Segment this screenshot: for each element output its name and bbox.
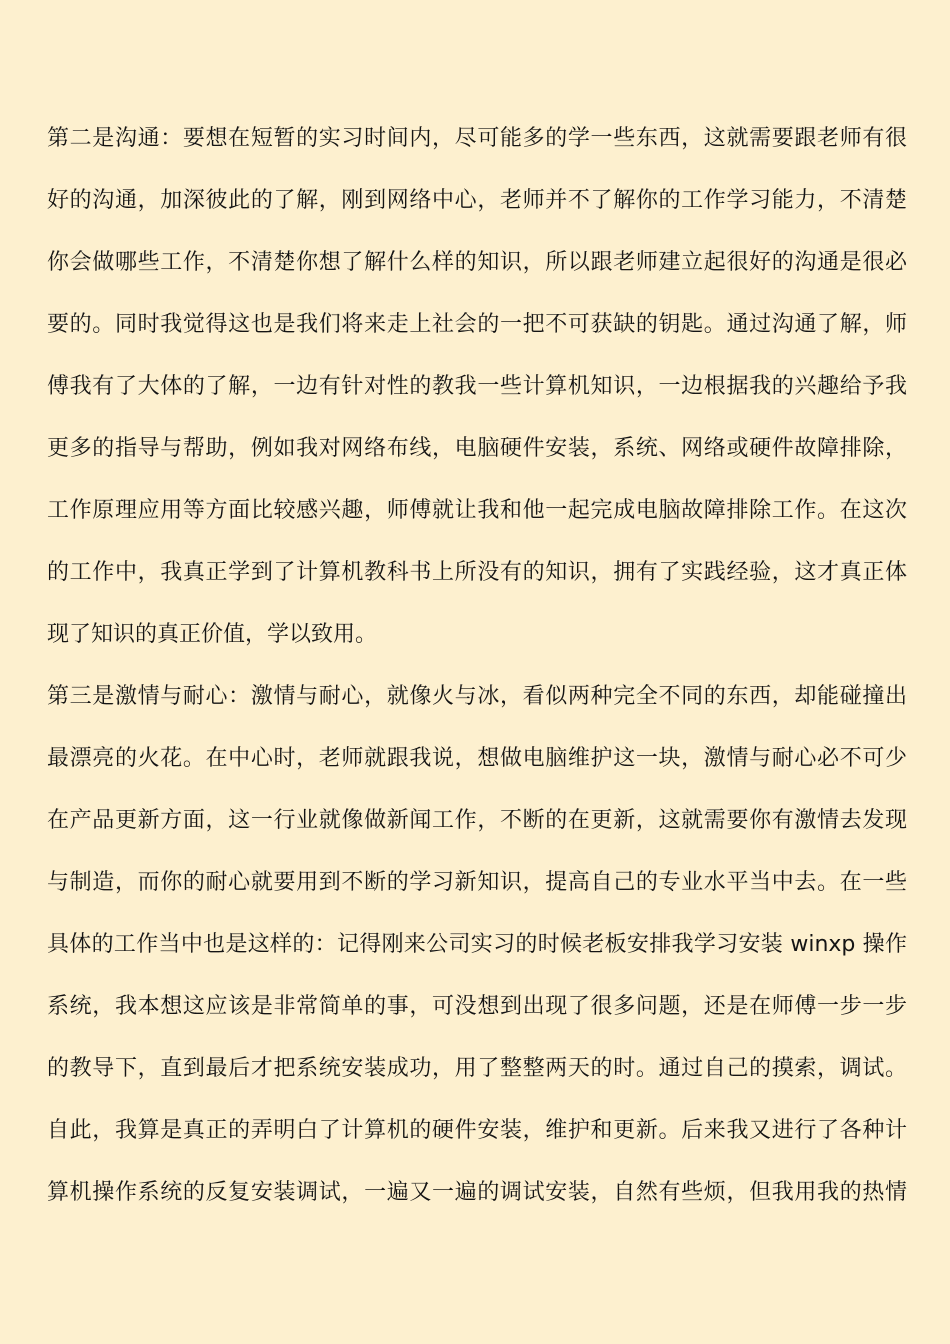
text-line	[47, 973, 907, 1035]
text-line-content: 现了知识的真正价值，学以致用。	[47, 621, 378, 647]
text-line	[47, 167, 907, 229]
text-line	[47, 229, 907, 291]
text-line-content: 具体的工作当中也是这样的：记得刚来公司实习的时候老板安排我学习安装 winxp 操作	[47, 931, 907, 957]
text-line-content: 傅我有了大体的了解，一边有针对性的教我一些计算机知识，一边根据我的兴趣给予我	[47, 373, 907, 399]
text-line	[47, 787, 907, 849]
text-line-content: 第二是沟通：要想在短暂的实习时间内，尽可能多的学一些东西，这就需要跟老师有很	[47, 125, 907, 151]
text-line-content: 自此，我算是真正的弄明白了计算机的硬件安装，维护和更新。后来我又进行了各种计	[47, 1117, 907, 1143]
text-line-content: 系统，我本想这应该是非常简单的事，可没想到出现了很多问题，还是在师傅一步一步	[47, 993, 907, 1019]
text-line-content: 最漂亮的火花。在中心时，老师就跟我说，想做电脑维护这一块，激情与耐心必不可少	[47, 745, 907, 771]
text-line	[47, 539, 907, 601]
text-line	[47, 291, 907, 353]
text-line	[47, 849, 907, 911]
text-line-content: 算机操作系统的反复安装调试，一遍又一遍的调试安装，自然有些烦，但我用我的热情	[47, 1179, 907, 1205]
text-line-content: 你会做哪些工作，不清楚你想了解什么样的知识，所以跟老师建立起很好的沟通是很必	[47, 249, 907, 275]
text-line	[47, 477, 907, 539]
text-line-content: 在产品更新方面，这一行业就像做新闻工作，不断的在更新，这就需要你有激情去发现	[47, 807, 907, 833]
text-line	[47, 1159, 907, 1221]
text-line-content: 与制造，而你的耐心就要用到不断的学习新知识，提高自己的专业水平当中去。在一些	[47, 869, 907, 895]
text-line-content: 第三是激情与耐心：激情与耐心，就像火与冰，看似两种完全不同的东西，却能碰撞出	[47, 683, 907, 709]
text-line-content: 的工作中，我真正学到了计算机教科书上所没有的知识，拥有了实践经验，这才真正体	[47, 559, 907, 585]
text-line	[47, 725, 907, 787]
text-line-content: 更多的指导与帮助，例如我对网络布线，电脑硬件安装，系统、网络或硬件故障排除，	[47, 435, 907, 461]
text-line	[47, 663, 907, 725]
text-line	[47, 601, 907, 663]
text-line-content: 的教导下，直到最后才把系统安装成功，用了整整两天的时。通过自己的摸索，调试。	[47, 1055, 907, 1081]
text-line-content: 要的。同时我觉得这也是我们将来走上社会的一把不可获缺的钥匙。通过沟通了解，师	[47, 311, 907, 337]
text-line	[47, 415, 907, 477]
text-line	[47, 911, 907, 973]
text-line	[47, 1035, 907, 1097]
text-line	[47, 1097, 907, 1159]
document-body	[47, 105, 907, 1221]
text-line-content: 好的沟通，加深彼此的了解，刚到网络中心，老师并不了解你的工作学习能力，不清楚	[47, 187, 907, 213]
text-line	[47, 353, 907, 415]
text-line	[47, 105, 907, 167]
text-line-content: 工作原理应用等方面比较感兴趣，师傅就让我和他一起完成电脑故障排除工作。在这次	[47, 497, 907, 523]
